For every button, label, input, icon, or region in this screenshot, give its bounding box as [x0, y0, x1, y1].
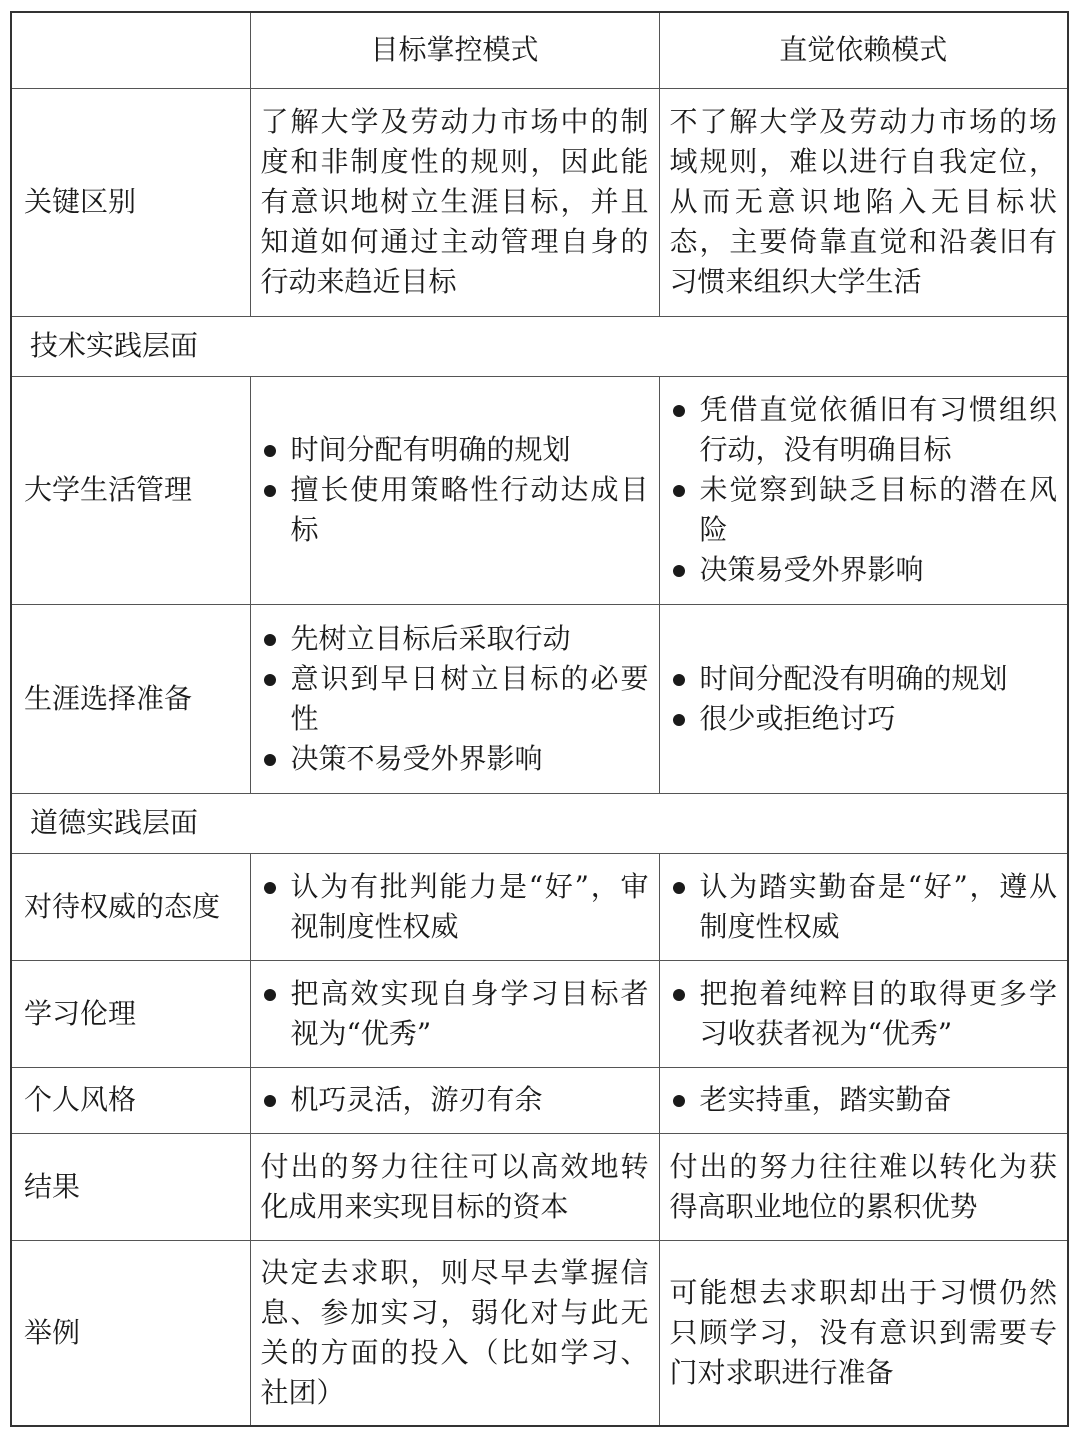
bullet-list [261, 619, 649, 779]
ethics-goal [250, 960, 659, 1067]
college-life-goal [250, 376, 659, 604]
section-row-moral [11, 793, 1068, 853]
bullet-text: 决策不易受外界影响 [290, 741, 543, 775]
bullet-text: 决策易受外界影响 [699, 553, 924, 586]
row-career-prep [11, 604, 1068, 793]
row-style [11, 1067, 1068, 1133]
example-goal: 决定去求职，则尽早去掌握信息、参加实习，弱化对与此无关的方面的投入（比如学习、社团） [250, 1240, 659, 1426]
bullet-item [261, 867, 649, 947]
bullet-dot-icon [264, 674, 276, 686]
row-label-key-difference: 关键区别 [11, 88, 250, 316]
bullet-text: 擅长使用策略性行动达成目标 [290, 473, 649, 546]
bullet-item [670, 1080, 1058, 1120]
bullet-text: 凭借直觉依循旧有习惯组织行动，没有明确目标 [699, 393, 1057, 466]
row-label-authority: 对待权威的态度 [11, 853, 250, 960]
bullet-dot-icon [264, 445, 276, 457]
bullet-item [670, 550, 1058, 590]
bullet-dot-icon [264, 754, 276, 766]
college-life-intuition [659, 376, 1068, 604]
row-label-ethics: 学习伦理 [11, 960, 250, 1067]
section-title-moral: 道德实践层面 [11, 793, 1068, 853]
bullet-text: 时间分配有明确的规划 [290, 433, 571, 466]
career-prep-intuition [659, 604, 1068, 793]
bullet-list [670, 1080, 1058, 1120]
bullet-item [261, 619, 649, 659]
bullet-dot-icon [673, 485, 685, 497]
comparison-table-wrapper [10, 11, 1067, 1427]
section-title-technical: 技术实践层面 [11, 316, 1068, 376]
header-empty-cell [11, 12, 250, 88]
bullet-text: 认为有批判能力是“好”，审视制度性权威 [290, 869, 649, 943]
bullet-text: 时间分配没有明确的规划 [699, 661, 1008, 695]
result-goal: 付出的努力往往可以高效地转化成用来实现目标的资本 [250, 1133, 659, 1240]
bullet-dot-icon [673, 565, 685, 577]
row-label-college-life: 大学生活管理 [11, 376, 250, 604]
authority-intuition [659, 853, 1068, 960]
bullet-item [670, 974, 1058, 1054]
row-label-career-prep: 生涯选择准备 [11, 604, 250, 793]
bullet-dot-icon [673, 405, 685, 417]
bullet-text: 老实持重，踏实勤奋 [699, 1083, 952, 1116]
bullet-text: 认为踏实勤奋是“好”，遵从制度性权威 [699, 869, 1057, 943]
bullet-dot-icon [673, 882, 685, 894]
bullet-dot-icon [264, 485, 276, 497]
bullet-dot-icon [673, 674, 685, 686]
comparison-table [10, 11, 1069, 1427]
row-example [11, 1240, 1068, 1426]
bullet-dot-icon [673, 989, 685, 1001]
bullet-list [670, 390, 1058, 590]
bullet-list [261, 974, 649, 1054]
bullet-text: 未觉察到缺乏目标的潜在风险 [699, 473, 1057, 546]
bullet-list [261, 1080, 649, 1120]
bullet-item [670, 659, 1058, 699]
bullet-item [670, 867, 1058, 947]
bullet-item [261, 430, 649, 470]
row-ethics [11, 960, 1068, 1067]
bullet-item [670, 390, 1058, 470]
bullet-list [670, 659, 1058, 739]
bullet-item [261, 659, 649, 739]
bullet-text: 机巧灵活，游刃有余 [290, 1083, 543, 1116]
row-college-life [11, 376, 1068, 604]
bullet-list [261, 430, 649, 550]
bullet-text: 把高效实现自身学习目标者视为“优秀” [290, 976, 649, 1050]
result-intuition: 付出的努力往往难以转化为获得高职业地位的累积优势 [659, 1133, 1068, 1240]
row-label-style: 个人风格 [11, 1067, 250, 1133]
bullet-text: 把抱着纯粹目的取得更多学习收获者视为“优秀” [699, 976, 1057, 1050]
header-row [11, 12, 1068, 88]
bullet-dot-icon [673, 714, 685, 726]
bullet-text: 意识到早日树立目标的必要性 [290, 661, 649, 735]
bullet-dot-icon [264, 989, 276, 1001]
example-intuition: 可能想去求职却出于习惯仍然只顾学习，没有意识到需要专门对求职进行准备 [659, 1240, 1068, 1426]
header-intuition-mode: 直觉依赖模式 [659, 12, 1068, 88]
authority-goal [250, 853, 659, 960]
key-difference-goal: 了解大学及劳动力市场中的制度和非制度性的规则，因此能有意识地树立生涯目标，并且知道如何通过主动管理自身的行动来趋近目标 [250, 88, 659, 316]
header-goal-mode: 目标掌控模式 [250, 12, 659, 88]
bullet-dot-icon [673, 1095, 685, 1107]
bullet-item [261, 1080, 649, 1120]
style-intuition [659, 1067, 1068, 1133]
bullet-list [261, 867, 649, 947]
bullet-text: 先树立目标后采取行动 [290, 621, 571, 655]
key-difference-intuition: 不了解大学及劳动力市场的场域规则，难以进行自我定位，从而无意识地陷入无目标状态，主要倚靠直觉和沿袭旧有习惯来组织大学生活 [659, 88, 1068, 316]
bullet-item [261, 739, 649, 779]
bullet-dot-icon [264, 882, 276, 894]
bullet-text: 很少或拒绝讨巧 [699, 701, 896, 735]
bullet-list [670, 974, 1058, 1054]
bullet-item [261, 470, 649, 550]
section-row-technical [11, 316, 1068, 376]
row-result [11, 1133, 1068, 1240]
style-goal [250, 1067, 659, 1133]
row-authority [11, 853, 1068, 960]
row-label-example: 举例 [11, 1240, 250, 1426]
bullet-item [670, 699, 1058, 739]
bullet-dot-icon [264, 634, 276, 646]
bullet-item [261, 974, 649, 1054]
ethics-intuition [659, 960, 1068, 1067]
bullet-list [670, 867, 1058, 947]
row-label-result: 结果 [11, 1133, 250, 1240]
row-key-difference [11, 88, 1068, 316]
bullet-dot-icon [264, 1095, 276, 1107]
career-prep-goal [250, 604, 659, 793]
bullet-item [670, 470, 1058, 550]
